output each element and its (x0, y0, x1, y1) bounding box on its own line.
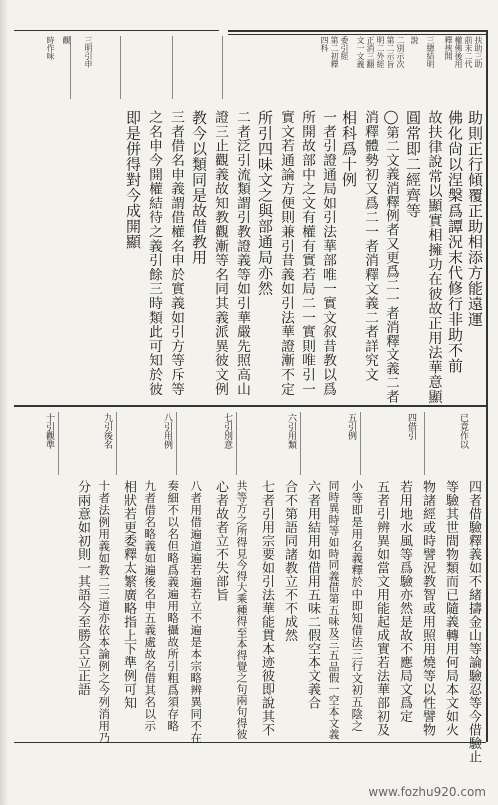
upper-text-line: ◯第二文義消釋例者又更爲二一者消釋文義二者 (383, 110, 399, 404)
upper-text-line: 助則正行傾覆正助相添方能遠運 (466, 110, 484, 327)
upper-text-line: 二者泛引流類謂引教證義等如引華嚴先照高山 (234, 110, 250, 396)
upper-text-line: 圓常即二經齊等 (404, 110, 422, 219)
upper-text-line: 故扶律說常以顯實相擁功在彼故正用法華意顯 (426, 110, 443, 404)
lower-text-line: 七者引用宗要如引法華能貫本迹彼即說其不 (259, 480, 274, 737)
upper-note: 觀 (62, 36, 71, 44)
upper-note: 三總結明 (426, 36, 435, 68)
section-header: 四借引 (406, 413, 416, 440)
section-header: 十引觀準 (44, 413, 54, 449)
upper-text-line: 一者引證通局如引法華部唯一實文叙昔教以爲 (320, 110, 336, 396)
upper-note: 釋挾開 (444, 36, 453, 60)
section-header: 五引例 (346, 413, 356, 440)
lower-text-line: 物諸經或時譬況教智或用照用燒等以性譬物 (420, 480, 435, 737)
upper-text-line: 實文若通論方便則兼引昔義如引法華證漸不定 (278, 110, 294, 396)
upper-note: 明二外經 (376, 36, 385, 68)
upper-text-line: 所引四味文之與部通局亦然 (256, 110, 274, 296)
lower-text-line: 相狀若更委釋太繁廣略指上下準例可知 (121, 480, 136, 710)
lower-text-line: 心者故者立不失部旨 (213, 480, 228, 602)
upper-note: 正消三翻 (366, 36, 375, 68)
lower-text-line: 奏細不以名但略爲義遍用略攝故所引粗爲須存略 (166, 480, 181, 732)
band-divider (70, 36, 71, 99)
band-divider (172, 36, 173, 99)
upper-text-line: 佛化尙以涅槃爲譚況末代修行非助不前 (446, 110, 464, 374)
bottom-rule (14, 742, 486, 743)
upper-note: 第二示旨 (386, 36, 395, 68)
lower-text-line: 合不第語同諸教立不不成然 (282, 480, 297, 642)
lower-text-line: 八者用借遍道遍若遍若立不遍是本宗略辨異同不在 (189, 480, 204, 744)
lower-text-line: 九者借名略義如遍後名申五義處故名借其名以示 (143, 480, 158, 732)
section-header: 八引用例 (162, 413, 172, 449)
upper-note: 文一文義 (356, 36, 365, 68)
upper-note: 時作味 (46, 36, 55, 60)
lower-text-line: 小等即是用名義釋於中即知借法三行文初五陰之 (350, 480, 365, 732)
band-divider (236, 412, 237, 475)
section-header: 六引用類 (286, 413, 296, 449)
upper-text-line: 教今以類同是故借教用 (190, 110, 208, 265)
band-divider (116, 412, 117, 475)
lower-text-line: 分兩意如初則一其語今至勝合立正語 (75, 480, 90, 696)
section-header: 已竟作以 (458, 413, 468, 449)
section-header: 九引後名 (102, 413, 112, 449)
section-header: 七引別意 (222, 413, 232, 449)
lower-text-line: 五者引辨異如當文用能起成實若法華部初及 (374, 480, 389, 737)
lower-text-line: 六者用結用如借用五味二假空本文義合 (305, 480, 320, 710)
scan-edge (0, 0, 8, 805)
upper-rule-double (228, 34, 486, 35)
upper-note: 第二初釋 (330, 36, 339, 68)
right-border (486, 30, 488, 742)
lower-text-line: 若用地水風等爲驗亦然是故不應局文爲定 (397, 480, 412, 723)
band-divider (424, 412, 425, 475)
lower-text-line: 十者法例用義如教二三道亦依本論例之今列消用乃 (97, 480, 112, 744)
band-divider (222, 36, 223, 99)
upper-note: 扶助三助 (474, 36, 483, 68)
upper-text-line: 相科爲十例 (340, 110, 358, 188)
upper-text-line: 證三止觀義故知教觀漸等名同其義派異彼文例 (212, 110, 228, 396)
upper-text-line: 即是併得對今成開顯 (124, 110, 142, 250)
upper-text-line: 之名申今開權結待之義引餘三時類此可知於彼 (146, 110, 162, 396)
upper-note: 二別示次 (396, 36, 405, 68)
lower-text-line: 等驗其世間物類而已隨義轉用何局本文如火 (443, 480, 458, 737)
upper-rule-left (14, 30, 219, 31)
upper-text-line: 所開故部中之文有權有實若局二一實則唯引一 (299, 110, 315, 396)
upper-note: 委引經 (340, 36, 349, 60)
middle-rule (14, 405, 486, 407)
upper-note: 權佛後用 (454, 36, 463, 68)
lower-text-line: 四者借驗釋義如不緒擣金山等論驗忍等今借驗止 (466, 480, 481, 764)
upper-note: 前末二代 (464, 36, 473, 68)
band-divider (360, 412, 361, 475)
band-divider (120, 36, 121, 99)
upper-note: 四科 (320, 36, 329, 52)
band-divider (176, 412, 177, 475)
upper-text-line: 三者借名申義謂借權名申於實義如引方等斥等 (168, 110, 184, 396)
upper-note: 說 (410, 36, 419, 44)
watermark: www.fozhu920.com (368, 785, 486, 799)
upper-note: 三明引申 (84, 36, 93, 68)
upper-rule (228, 30, 486, 32)
lower-text-line: 共等方之所得見今得大乘種得至本得覺之句兩句得彼 (235, 480, 249, 740)
lower-text-line: 同時異時等如時同義借第五味及三五品假一空本文義 (327, 480, 341, 740)
band-divider (58, 412, 59, 475)
band-divider (300, 412, 301, 475)
upper-text-line: 消釋體勢初又爲二一者消釋文義二者詳究文 (362, 110, 378, 382)
